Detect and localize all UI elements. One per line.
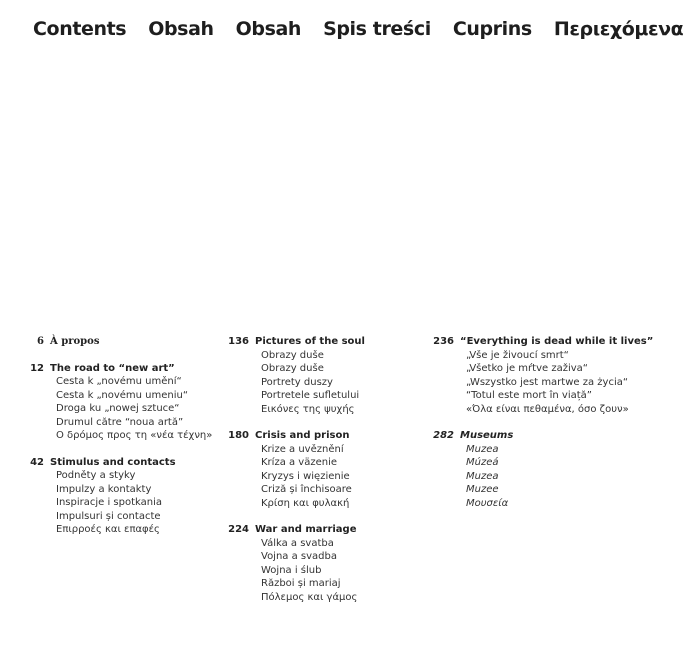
toc-section-war-and-marriage	[225, 523, 365, 604]
toc-entry[interactable]	[20, 335, 212, 349]
toc-entry[interactable]	[430, 335, 653, 349]
toc-entry[interactable]	[225, 429, 365, 443]
translated-title: Kríza a väzenie	[261, 457, 338, 468]
toc-section-everything-is-dead	[430, 335, 653, 416]
translated-title: Krize a uvěznění	[261, 443, 344, 455]
translated-title: Muzee	[466, 484, 499, 495]
section-title: À propos	[50, 336, 100, 347]
page-number: 6	[37, 336, 44, 347]
translated-title: Επιρροές και επαφές	[56, 524, 160, 535]
section-title: The road to “new art”	[50, 362, 175, 374]
translated-title: Obrazy duše	[261, 363, 324, 374]
toc-entry[interactable]	[20, 456, 212, 470]
translated-title: O δρόμος προς τη «νέα τέχνη»	[56, 430, 213, 441]
translated-title: Droga ku „nowej sztuce“	[56, 403, 180, 414]
translated-title: Impulsuri și contacte	[56, 510, 161, 522]
toc-column-3	[430, 335, 653, 523]
translated-title: Podněty a styky	[56, 470, 136, 481]
heading-english: Contents	[33, 18, 127, 40]
translated-title: Obrazy duše	[261, 349, 324, 361]
translated-title: Válka a svatba	[261, 537, 334, 549]
translated-title: Kryzys i więzienie	[261, 470, 350, 482]
toc-section-road-to-new-art	[20, 362, 212, 443]
toc-entry[interactable]	[225, 335, 365, 349]
translated-title: «Όλα είναι πεθαμένα, όσο ζουν»	[466, 403, 629, 415]
section-title: Pictures of the soul	[255, 336, 365, 347]
translated-title: „Všetko je mŕtve zaživa“	[466, 363, 588, 374]
translated-title: Cesta k „novému umění“	[56, 376, 182, 387]
translated-title: Múzeá	[466, 457, 499, 468]
toc-entry[interactable]	[430, 429, 653, 443]
toc-section-museums	[430, 429, 653, 510]
page-number: 42	[30, 456, 44, 468]
page-number: 180	[228, 430, 249, 441]
heading-polish: Spis treści	[323, 18, 431, 40]
page-number: 282	[433, 430, 454, 441]
translated-title: Vojna a svadba	[261, 551, 337, 562]
heading-greek: Περιεχόμενα	[553, 18, 683, 40]
translated-title: „Wszystko jest martwe za życia“	[466, 376, 629, 388]
translated-title: Drumul către “noua artă”	[56, 416, 184, 428]
translated-title: Inspiracje i spotkania	[56, 497, 163, 508]
section-title: Museums	[460, 430, 514, 441]
translated-title: Wojna i ślub	[261, 564, 322, 576]
toc-section-a-propos	[20, 335, 212, 349]
toc-section-crisis-and-prison	[225, 429, 365, 510]
translated-title: Impulzy a kontakty	[56, 483, 152, 495]
toc-entry[interactable]	[225, 523, 365, 537]
translated-title: Κρίση και φυλακή	[261, 497, 350, 509]
toc-section-stimulus-and-contacts	[20, 456, 212, 537]
heading-slovak: Obsah	[235, 18, 302, 40]
section-title: “Everything is dead while it lives”	[460, 336, 654, 347]
page-number: 136	[228, 336, 249, 347]
section-title: War and marriage	[255, 524, 357, 535]
heading-czech: Obsah	[148, 18, 214, 40]
translated-title: Μουσεία	[466, 497, 509, 509]
page-number: 12	[30, 362, 44, 374]
translated-title: “Totul este mort în viață”	[466, 390, 592, 401]
translated-title: Πόλεμος και γάμος	[261, 591, 358, 603]
translated-title: Εικόνες της ψυχής	[261, 403, 355, 415]
translated-title: Portretele sufletului	[261, 390, 360, 401]
section-title: Crisis and prison	[255, 430, 350, 441]
translated-title: Cesta k „novému umeniu“	[56, 389, 189, 401]
page-number: 236	[433, 336, 454, 347]
translated-title: Criză și închisoare	[261, 484, 352, 495]
toc-column-1	[20, 335, 212, 550]
heading-romanian: Cuprins	[452, 18, 532, 40]
toc-section-pictures-of-the-soul	[225, 335, 365, 416]
translated-title: Război și mariaj	[261, 578, 341, 589]
translated-title: Muzea	[466, 443, 499, 455]
toc-entry[interactable]	[20, 362, 212, 376]
translated-title: „Vše je živoucí smrt“	[466, 349, 569, 361]
page-number: 224	[228, 524, 249, 535]
section-title: Stimulus and contacts	[50, 456, 176, 468]
translated-title: Portrety duszy	[261, 376, 333, 388]
translated-title: Muzea	[466, 470, 499, 482]
toc-column-2	[225, 335, 365, 617]
contents-headings	[33, 18, 683, 40]
